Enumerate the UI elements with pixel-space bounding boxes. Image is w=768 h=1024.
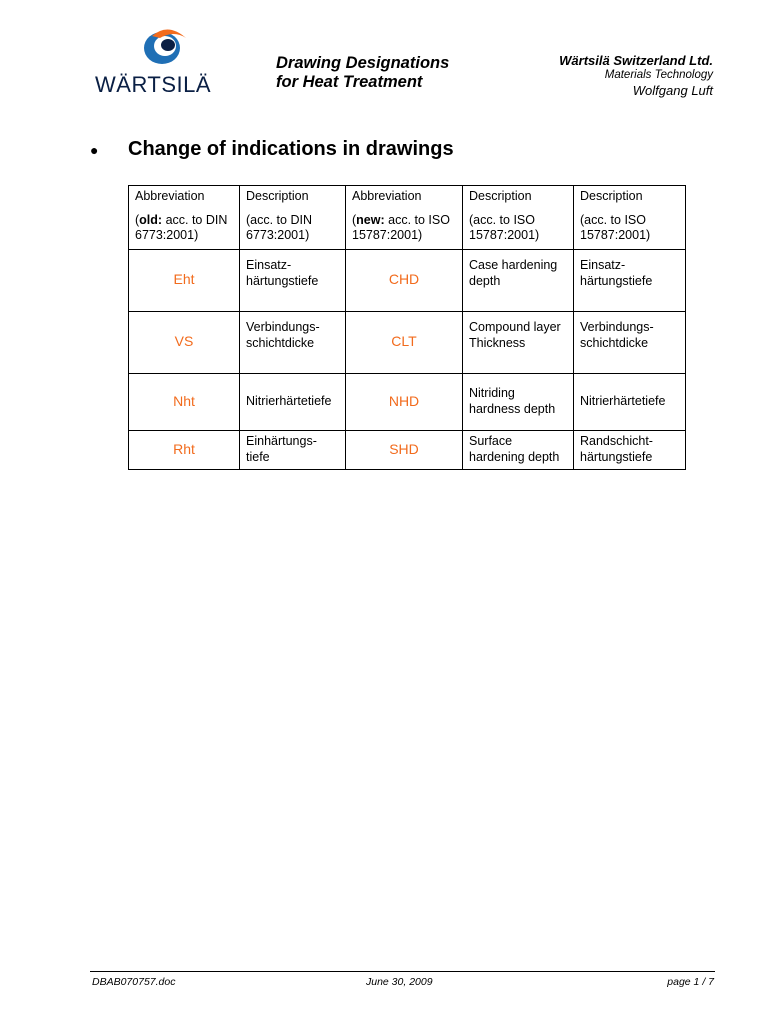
section-heading-text: Change of indications in drawings <box>128 138 454 160</box>
table-row <box>129 374 686 431</box>
iso-description-de-cell: Nitrierhärtetiefe <box>574 374 686 431</box>
designations-table <box>128 185 686 470</box>
iso-description-de-cell: Einsatz-härtungstiefe <box>574 250 686 312</box>
iso-description-en-cell: Nitriding hardness depth <box>463 374 574 431</box>
footer-divider <box>90 971 715 972</box>
header-cell-new-abbreviation: Abbreviation (new: acc. to ISO 15787:2001) <box>346 186 463 250</box>
header-cell-iso-description-de: Description (acc. to ISO 15787:2001) <box>574 186 686 250</box>
document-title <box>276 54 449 92</box>
table-row <box>129 431 686 470</box>
old-abbreviation-cell: VS <box>129 312 240 374</box>
logo-wordmark: WÄRTSILÄ <box>95 72 212 97</box>
company-block <box>559 53 713 98</box>
table-row <box>129 312 686 374</box>
old-abbreviation-cell: Eht <box>129 250 240 312</box>
new-abbreviation-cell: CLT <box>346 312 463 374</box>
din-description-cell: Nitrierhärtetiefe <box>240 374 346 431</box>
din-description-cell: Verbindungs-schichtdicke <box>240 312 346 374</box>
old-abbreviation-cell: Nht <box>129 374 240 431</box>
footer-date: June 30, 2009 <box>366 976 433 988</box>
new-abbreviation-cell: SHD <box>346 431 463 470</box>
header-cell-din-description: Description (acc. to DIN 6773:2001) <box>240 186 346 250</box>
old-abbreviation-cell: Rht <box>129 431 240 470</box>
bullet-icon: ● <box>90 141 99 158</box>
section-heading <box>90 138 454 161</box>
header-cell-iso-description-en: Description (acc. to ISO 15787:2001) <box>463 186 574 250</box>
iso-description-en-cell: Compound layer Thickness <box>463 312 574 374</box>
new-abbreviation-cell: NHD <box>346 374 463 431</box>
table-header-row <box>129 186 686 250</box>
din-description-cell: Einsatz-härtungstiefe <box>240 250 346 312</box>
new-abbreviation-cell: CHD <box>346 250 463 312</box>
iso-description-de-cell: Verbindungs-schichtdicke <box>574 312 686 374</box>
wartsila-swirl-icon <box>138 26 190 68</box>
footer-filename: DBAB070757.doc <box>92 976 176 988</box>
iso-description-de-cell: Randschicht-härtungstiefe <box>574 431 686 470</box>
iso-description-en-cell: Case hardening depth <box>463 250 574 312</box>
iso-description-en-cell: Surface hardening depth <box>463 431 574 470</box>
wartsila-logo <box>90 22 217 96</box>
title-line-2: for Heat Treatment <box>276 73 423 91</box>
author: Wolfgang Luft <box>632 83 713 98</box>
company-name: Wärtsilä Switzerland Ltd. <box>559 53 713 68</box>
din-description-cell: Einhärtungs-tiefe <box>240 431 346 470</box>
department: Materials Technology <box>604 69 713 81</box>
table-row <box>129 250 686 312</box>
title-line-1: Drawing Designations <box>276 54 450 72</box>
footer-page-number: page 1 / 7 <box>667 976 714 988</box>
header-cell-old-abbreviation: Abbreviation (old: acc. to DIN 6773:2001) <box>129 186 240 250</box>
